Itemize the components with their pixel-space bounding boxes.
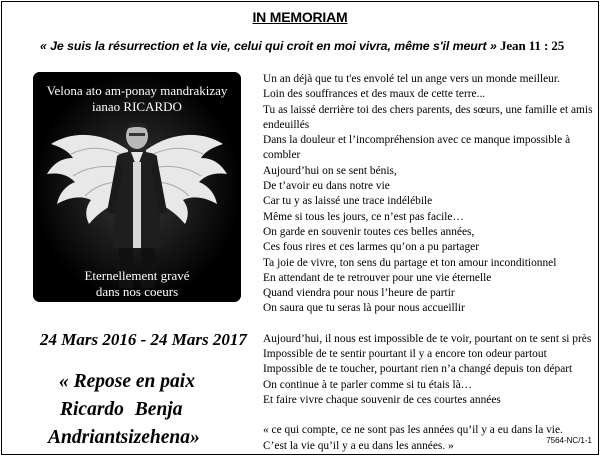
poem-line: « ce qui compte, ce ne sont pas les années qu’il y a eu dans la vie.: [263, 424, 563, 437]
poem-line: endeuillés: [263, 118, 310, 131]
poem-line: Tu as laissé derrière toi des chers parents, des sœurs, une famille et amis: [263, 103, 593, 116]
poem-line: C’est la vie qu’il y a eu dans les années. »: [263, 439, 454, 452]
photo-caption-top: Velona ato am-ponay mandrakizay ianao RICARDO: [46, 83, 228, 114]
poem-line: Dans la douleur et l’incompréhension avec ce manque impossible à: [263, 134, 571, 147]
verse-text: « Je suis la résurrection et la vie, celui qui croit en moi vivra, même s'il meurt »: [40, 39, 497, 53]
poem-line: Impossible de te sentir pourtant il y a encore ton odeur partout: [263, 348, 547, 361]
memorial-dates: 24 Mars 2016 - 24 Mars 2017: [40, 330, 247, 349]
poem-line: Aujourd’hui, il nous est impossible de te voir, pourtant on te sent si près: [263, 332, 592, 345]
poem-line: Loin des souffrances et des maux de cette terre...: [263, 88, 486, 101]
verse-reference: Jean 11 : 25: [499, 38, 565, 53]
rip-line: Ricardo Benja: [60, 399, 183, 420]
poem-line: Et faire vivre chaque souvenir de ces courtes années: [263, 393, 501, 406]
rip-line: Andriantsizehena»: [48, 427, 200, 448]
bible-verse: [40, 38, 596, 54]
notice-title: IN MEMORIAM: [252, 9, 348, 25]
poem-line: Aujourd’hui on se sent bénis,: [263, 164, 397, 177]
poem-line: Impossible de te toucher, pourtant rien n’a changé depuis ton départ: [263, 363, 573, 376]
photo-caption-bottom: Eternellement gravé dans nos coeurs: [84, 268, 190, 299]
rest-in-peace-message: [44, 368, 254, 452]
poem-line: Quand viendra pour nous l’heure de partir: [263, 287, 455, 300]
poem-line: En attendant de te retrouver pour une vie éternelle: [263, 271, 492, 284]
poem-line: Ces fous rires et ces larmes qu’on a pu partager: [263, 241, 480, 254]
notice-code: 7564-NC/1-1: [546, 436, 592, 445]
memorial-photo: [33, 72, 241, 302]
rip-line: « Repose en paix: [59, 371, 195, 392]
poem-line: On saura que tu seras là pour nous accueillir: [263, 302, 465, 315]
poem-line: De t’avoir eu dans notre vie: [263, 180, 390, 193]
memorial-poem: [263, 72, 593, 454]
poem-line: Un an déjà que tu t'es envolé tel un ange vers un monde meilleur.: [263, 73, 560, 85]
poem-line: On continue à te parler comme si tu étais là…: [263, 378, 473, 391]
poem-line: combler: [263, 149, 301, 162]
poem-line: Même si tous les jours, ce n’est pas facile…: [263, 210, 464, 223]
poem-stanza: [263, 423, 593, 454]
poem-stanza: [263, 332, 593, 408]
poem-stanza: [263, 72, 593, 317]
poem-line: On garde en souvenir toutes ces belles années,: [263, 225, 475, 238]
poem-line: Car tu y as laissé une trace indélébile: [263, 195, 433, 208]
poem-line: Ta joie de vivre, ton sens du partage et ton amour inconditionnel: [263, 256, 557, 269]
